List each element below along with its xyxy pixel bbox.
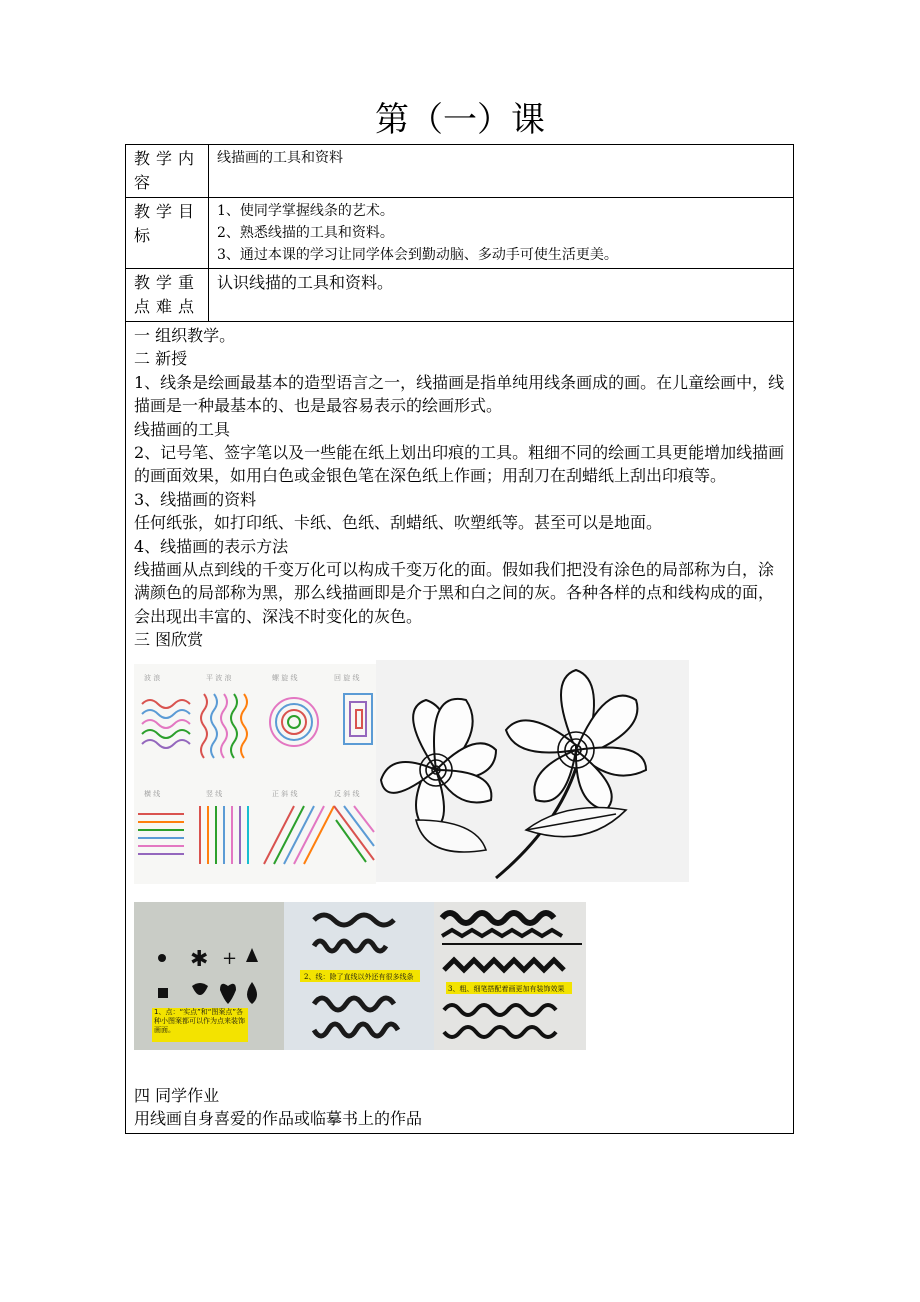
- section-new: 二 新授: [134, 349, 188, 369]
- thick-caption: 3、粗、细笔搭配着画更加有装饰效果: [448, 984, 565, 993]
- homework-text: 用线画自身喜爱的作品或临摹书上的作品: [134, 1109, 423, 1129]
- svg-text:✱: ✱: [190, 946, 209, 972]
- sample-label: 正 斜 线: [272, 789, 298, 798]
- svg-text:+: +: [222, 947, 238, 969]
- goal-item: 3、通过本课的学习让同学体会到勤动脑、多动手可使生活更美。: [217, 247, 618, 263]
- flower-drawing-image: [376, 660, 689, 882]
- page-title: 第（一）课: [375, 100, 545, 140]
- lines-image: [284, 902, 434, 1050]
- line-samples-image: [134, 664, 376, 884]
- section-organize: 一 组织教学。: [134, 326, 236, 345]
- section-appreciation: 三 图欣赏: [134, 630, 204, 650]
- dots-image: [134, 902, 284, 1050]
- sample-label: 波 浪: [144, 673, 161, 682]
- heading-methods: 4、线描画的表示方法: [134, 536, 289, 556]
- section-homework: 四 同学作业: [134, 1085, 220, 1105]
- key-row: [126, 269, 794, 322]
- key-value: 认识线描的工具和资料。: [209, 269, 794, 322]
- content-row: [126, 145, 794, 198]
- dots-caption: 1、点：“实点”和“图案点”各种小图案都可以作为点来装饰画面。: [154, 1007, 245, 1034]
- goal-item: 2、熟悉线描的工具和资料。: [217, 225, 394, 241]
- paragraph-4: 线描画从点到线的千变万化可以构成千变万化的面。假如我们把没有涂色的局部称为白，涂满颜色的局部称为黑，那么线描画即是介于黑和白之间的灰。各种各样的点和线构成的面，会出现出丰富的、深浅不时变化的灰色。: [134, 560, 775, 626]
- sample-label: 反 斜 线: [334, 789, 360, 798]
- heading-tools: 线描画的工具: [134, 419, 231, 439]
- goals-label: 教学目标: [126, 198, 209, 269]
- paragraph-3: 任何纸张，如打印纸、卡纸、色纸、刮蜡纸、吹塑纸等。甚至可以是地面。: [134, 513, 663, 533]
- sample-label: 回 旋 线: [334, 673, 360, 682]
- goal-item: 1、使同学掌握线条的艺术。: [217, 203, 394, 219]
- paragraph-1: 1、线条是绘画最基本的造型语言之一，线描画是指单纯用线条画成的画。在儿童绘画中，线描画是一种最基本的、也是最容易表示的绘画形式。: [134, 372, 785, 416]
- content-value: 线描画的工具和资料: [209, 145, 794, 198]
- sample-label: 螺 旋 线: [272, 673, 298, 682]
- goals-row: [126, 198, 794, 269]
- key-label: 教学重点难点: [126, 269, 209, 322]
- goals-list: [209, 198, 794, 269]
- content-label: 教学内容: [126, 145, 209, 198]
- paragraph-2: 2、记号笔、签字笔以及一些能在纸上划出印痕的工具。粗细不同的绘画工具更能增加线描画的画面效果，如用白色或金银色笔在深色纸上作画；用刮刀在刮蜡纸上刮出印痕等。: [134, 443, 785, 486]
- body-row: [126, 322, 794, 1134]
- lesson-table: [125, 144, 794, 1134]
- heading-materials: 3、线描画的资料: [134, 489, 257, 509]
- lesson-body: [126, 322, 794, 1134]
- thick-thin-image: [434, 902, 586, 1050]
- sample-label: 竖 线: [206, 789, 223, 798]
- sample-label: 横 线: [144, 789, 161, 798]
- image-gallery: [134, 664, 787, 1084]
- lines-caption: 2、线：除了直线以外还有很多线条: [304, 972, 414, 981]
- sample-label: 平 波 浪: [206, 673, 232, 682]
